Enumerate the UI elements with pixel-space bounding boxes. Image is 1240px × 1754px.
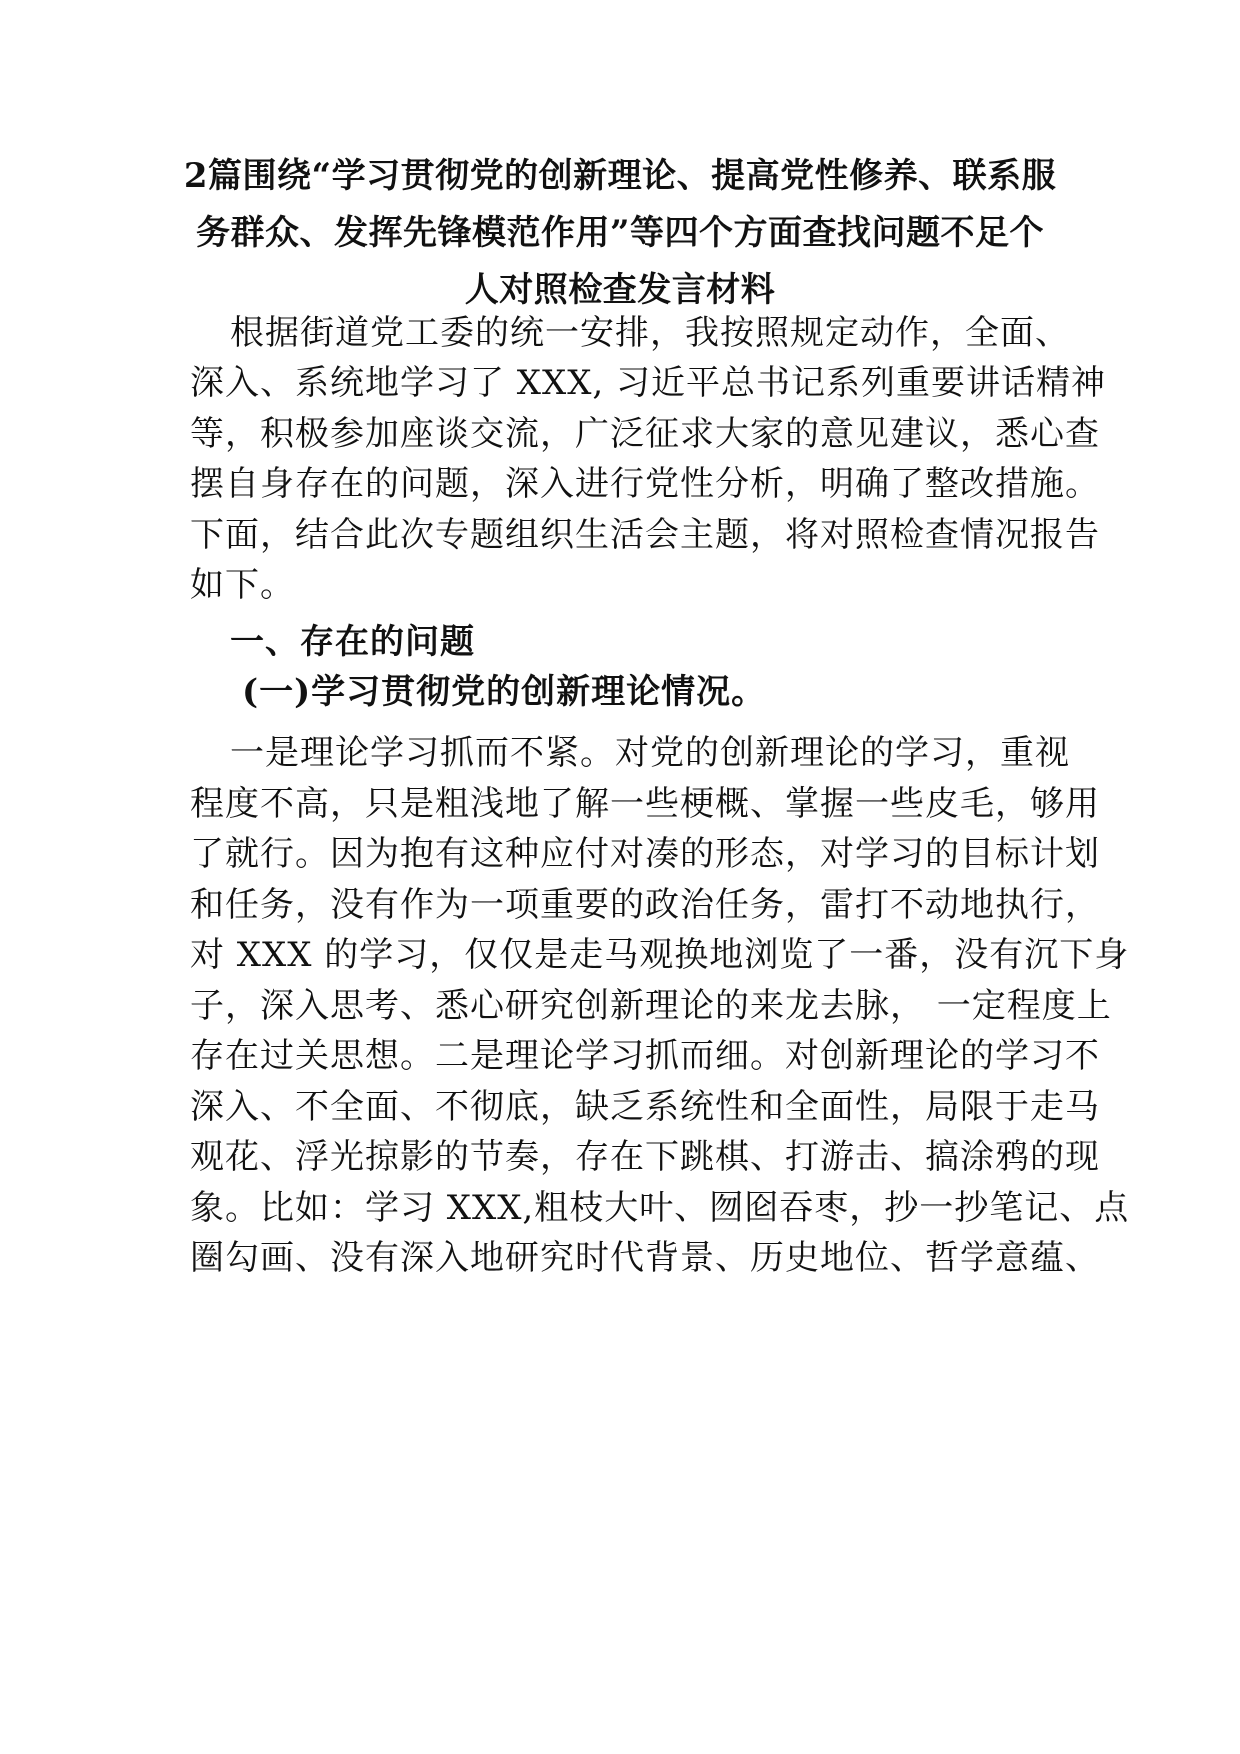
body-line: 深入、不全面、不彻底，缺乏系统性和全面性，局限于走马 — [190, 1087, 1100, 1127]
document-title — [170, 148, 1070, 319]
intro-line: 摆自身存在的问题，深入进行党性分析，明确了整改措施。 — [190, 464, 1100, 504]
body-line: 对 XXX 的学习，仅仅是走马观换地浏览了一番，没有沉下身 — [190, 935, 1130, 975]
subsection-heading: (一)学习贯彻党的创新理论情况。 — [242, 672, 767, 712]
body-line: 象。比如：学习 XXX,粗枝大叶、囫囵吞枣，抄一抄笔记、点 — [190, 1188, 1130, 1228]
section-heading: 一、存在的问题 — [230, 622, 475, 662]
body-line: 了就行。因为抱有这种应付对凑的形态，对学习的目标计划 — [190, 834, 1100, 874]
intro-line: 深入、系统地学习了 XXX, 习近平总书记系列重要讲话精神 — [190, 363, 1107, 403]
body-line: 子，深入思考、悉心研究创新理论的来龙去脉， 一定程度上 — [190, 986, 1112, 1026]
body-line: 程度不高，只是粗浅地了解一些梗概、掌握一些皮毛，够用 — [190, 784, 1100, 824]
body-line: 一是理论学习抓而不紧。对党的创新理论的学习，重视 — [230, 733, 1070, 773]
intro-line: 如下。 — [190, 565, 295, 605]
body-line: 和任务，没有作为一项重要的政治任务，雷打不动地执行， — [190, 885, 1100, 925]
title-line: 人对照检查发言材料 — [464, 270, 776, 310]
title-line: 2篇围绕“学习贯彻党的创新理论、提高党性修养、联系服 — [183, 156, 1057, 196]
body-line: 观花、浮光掠影的节奏，存在下跳棋、打游击、搞涂鸦的现 — [190, 1137, 1100, 1177]
body-line: 存在过关思想。二是理论学习抓而细。对创新理论的学习不 — [190, 1036, 1100, 1076]
title-line: 务群众、发挥先锋模范作用”等四个方面查找问题不足个 — [195, 213, 1045, 253]
intro-line: 等，积极参加座谈交流，广泛征求大家的意见建议，悉心查 — [190, 414, 1100, 454]
intro-line: 下面，结合此次专题组织生活会主题，将对照检查情况报告 — [190, 515, 1100, 555]
body-line: 圈勾画、没有深入地研究时代背景、历史地位、哲学意蕴、 — [190, 1238, 1100, 1278]
intro-line: 根据街道党工委的统一安排，我按照规定动作，全面、 — [230, 313, 1070, 353]
